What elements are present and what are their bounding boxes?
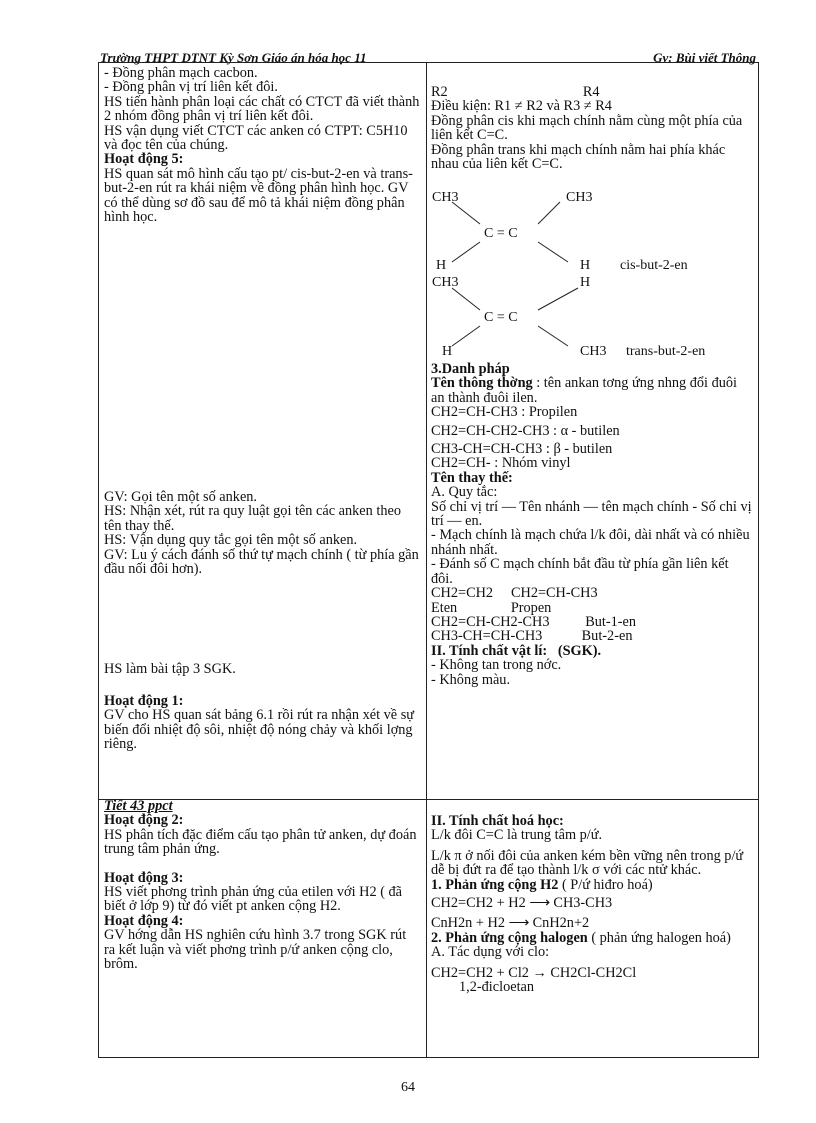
alpha-butilen: CH2=CH-CH2-CH3 : α - butilen <box>431 422 620 439</box>
hd2-text: HS phân tích đặc điểm cấu tạo phân tử anken, dự đoán trung tâm phản ứng. <box>104 826 417 858</box>
pu2-title: 2. Phản ứng cộng halogen <box>431 929 588 946</box>
right-block-3 <box>431 814 753 994</box>
isomer-diagram <box>430 190 756 362</box>
cis-top-left: CH3 <box>432 190 459 205</box>
beta-butilen: CH3-CH=CH-CH3 : β - butilen <box>431 441 613 458</box>
hd4-text: GV hớng dẫn HS nghiên cứu hình 3.7 trong SGK rút ra kết luận và viết phơng trình p/ứ anken cộng clo, brôm. <box>104 927 407 973</box>
pu1-title: 1. Phản ứng cộng H2 <box>431 876 559 893</box>
r4-label: R4 <box>582 84 600 100</box>
trans-bottom-left: H <box>442 344 453 359</box>
right-block-2 <box>431 362 753 687</box>
vatli-title: II. Tính chất vật lí: (SGK). <box>431 642 602 659</box>
left-block-1 <box>104 66 420 224</box>
vatli-2: - Không màu. <box>431 671 511 688</box>
cis-name: cis-but-2-en <box>620 258 688 273</box>
rule-3: - Đánh số C mạch chính bắt đầu từ phía gần liên kết đôi. <box>431 556 729 587</box>
example-3: CH3-CH=CH-CH3 But-2-en <box>431 628 633 645</box>
pu1-eq2: CnH2n + H2 ⟶ CnH2n+2 <box>431 915 590 932</box>
hd4-title: Hoạt động 4: <box>104 912 184 929</box>
pu1-note: ( P/ứ hiđro hoá) <box>561 876 653 893</box>
left-line: GV: Lu ý cách đánh số thứ tự mạch chính ( từ phía gần đầu nối đôi hơn). <box>104 546 419 578</box>
hd1-text: GV cho HS quan sát bảng 6.1 rồi rút ra nhận xét về sự biến đổi nhiệt độ sôi, nhiệt độ nóng chảy và khối lợng riêng. <box>104 707 415 753</box>
page-number: 64 <box>401 1080 415 1095</box>
pu1-line <box>431 878 753 892</box>
r2r4-line <box>431 85 753 99</box>
trans-bottom-right: CH3 <box>580 344 607 359</box>
trans-double-bond: C = C <box>484 310 518 325</box>
pu2-line <box>431 931 753 945</box>
tiet-title: Tiết 43 ppct <box>104 798 173 814</box>
ten-thuong-line <box>431 376 753 405</box>
rule-1: Số chỉ vị trí — Tên nhánh — tên mạch chính - Số chỉ vị trí — en. <box>431 498 752 530</box>
propilen: CH2=CH-CH3 : Propilen <box>431 404 578 421</box>
hd5-title: Hoạt động 5: <box>104 151 184 168</box>
pu2-name: 1,2-đicloetan <box>459 979 535 996</box>
trans-name: trans-but-2-en <box>626 344 706 359</box>
rule-2: - Mạch chính là mạch chứa l/k đôi, dài nhất và có nhiều nhánh nhất. <box>431 527 750 558</box>
example-1: CH2=CH2 CH2=CH-CH3 <box>431 585 598 602</box>
vinyl: CH2=CH- : Nhóm vinyl <box>431 455 571 472</box>
column-divider <box>426 62 427 1058</box>
example-2: CH2=CH-CH2-CH3 But-1-en <box>431 613 637 630</box>
vatli-1: - Không tan trong nớc. <box>431 657 562 674</box>
hd5-text: HS quan sát mô hình cấu tạo pt/ cis-but-2-en và trans-but-2-en rút ra khái niệm về đồng phân hình học. GV có thể dùng sơ đồ sau để mô tả khái niệm đồng phân hình học. <box>104 165 413 226</box>
trans-top-right: H <box>580 275 591 290</box>
cis-top-right: CH3 <box>566 190 593 205</box>
cis-bottom-right: H <box>580 258 591 273</box>
pu2-note: ( phản ứng halogen hoá) <box>591 929 731 946</box>
left-block-4 <box>104 694 420 752</box>
pu2-a: A. Tác dụng với clo: <box>431 944 550 961</box>
pu2-eq: CH2=CH2 + Cl2 → CH2Cl-CH2Cl <box>431 964 637 981</box>
left-line: GV: Gọi tên một số anken. <box>104 489 258 505</box>
danhphap-title: 3.Danh pháp <box>431 361 510 377</box>
hd3-text: HS viết phơng trình phản ứng của etilen với H2 ( đã biết ở lớp 9) từ đó viết pt anken cộng H2. <box>104 884 403 915</box>
left-line: HS: Vận dụng quy tắc gọi tên một số anken. <box>104 532 358 549</box>
left-block-2 <box>104 490 420 576</box>
example-1-names: Eten Propen <box>431 599 552 616</box>
trans-top-left: CH3 <box>432 275 459 290</box>
bt3-text: HS làm bài tập 3 SGK. <box>104 661 236 677</box>
left-line: HS tiến hành phân loại các chất có CTCT đã viết thành 2 nhóm đồng phân vị trí liên kết đôi. <box>104 93 420 125</box>
left-block-5 <box>104 799 420 971</box>
ten-thuong-title: Tên thông thờng <box>431 375 533 392</box>
hd3-title: Hoạt động 3: <box>104 869 184 886</box>
left-line: HS: Nhận xét, rút ra quy luật gọi tên các anken theo tên thay thế. <box>104 503 401 534</box>
hh-1: L/k đôi C=C là trung tâm p/ứ. <box>431 827 603 844</box>
bond-lines <box>430 190 756 362</box>
ten-thay-the: Tên thay thế: <box>431 469 513 486</box>
left-line: HS vận dụng viết CTCT các anken có CTPT: C5H10 và đọc tên của chúng. <box>104 122 408 154</box>
cis-double-bond: C = C <box>484 226 518 241</box>
header-left: Trường THPT DTNT Kỳ Sơn Giáo án hóa học 11 <box>100 50 367 65</box>
left-line: - Đồng phân mạch cacbon. <box>104 65 258 81</box>
quy-tac: A. Quy tắc: <box>431 484 498 501</box>
right-block-1 <box>431 85 753 171</box>
left-line: - Đồng phân vị trí liên kết đôi. <box>104 79 278 96</box>
condition: Điều kiện: R1 ≠ R2 và R3 ≠ R4 <box>431 98 612 115</box>
hd2-title: Hoạt động 2: <box>104 812 184 829</box>
cis-definition: Đồng phân cis khi mạch chính nằm cùng một phía của liên kết C=C. <box>431 112 743 144</box>
r2-label: R2 <box>431 84 448 100</box>
cis-bottom-left: H <box>436 258 447 273</box>
hh-2: L/k π ở nối đôi của anken kém bền vững nên trong p/ứ dễ bị đứt ra để tạo thành l/k σ với các ntử khác. <box>431 847 744 879</box>
hd1-title: Hoạt động 1: <box>104 693 184 709</box>
hoahoc-title: II. Tính chất hoá học: <box>431 813 564 829</box>
header-right: Gv: Bùi viết Thông <box>653 50 756 65</box>
ten-thuong-text: : tên ankan tơng ứng nhng đổi đuôi an thành đuôi ilen. <box>431 375 737 406</box>
left-block-3 <box>104 662 420 676</box>
pu1-eq1: CH2=CH2 + H2 ⟶ CH3-CH3 <box>431 895 613 912</box>
trans-definition: Đồng phân trans khi mạch chính nằm hai phía khác nhau của liên kết C=C. <box>431 141 726 173</box>
